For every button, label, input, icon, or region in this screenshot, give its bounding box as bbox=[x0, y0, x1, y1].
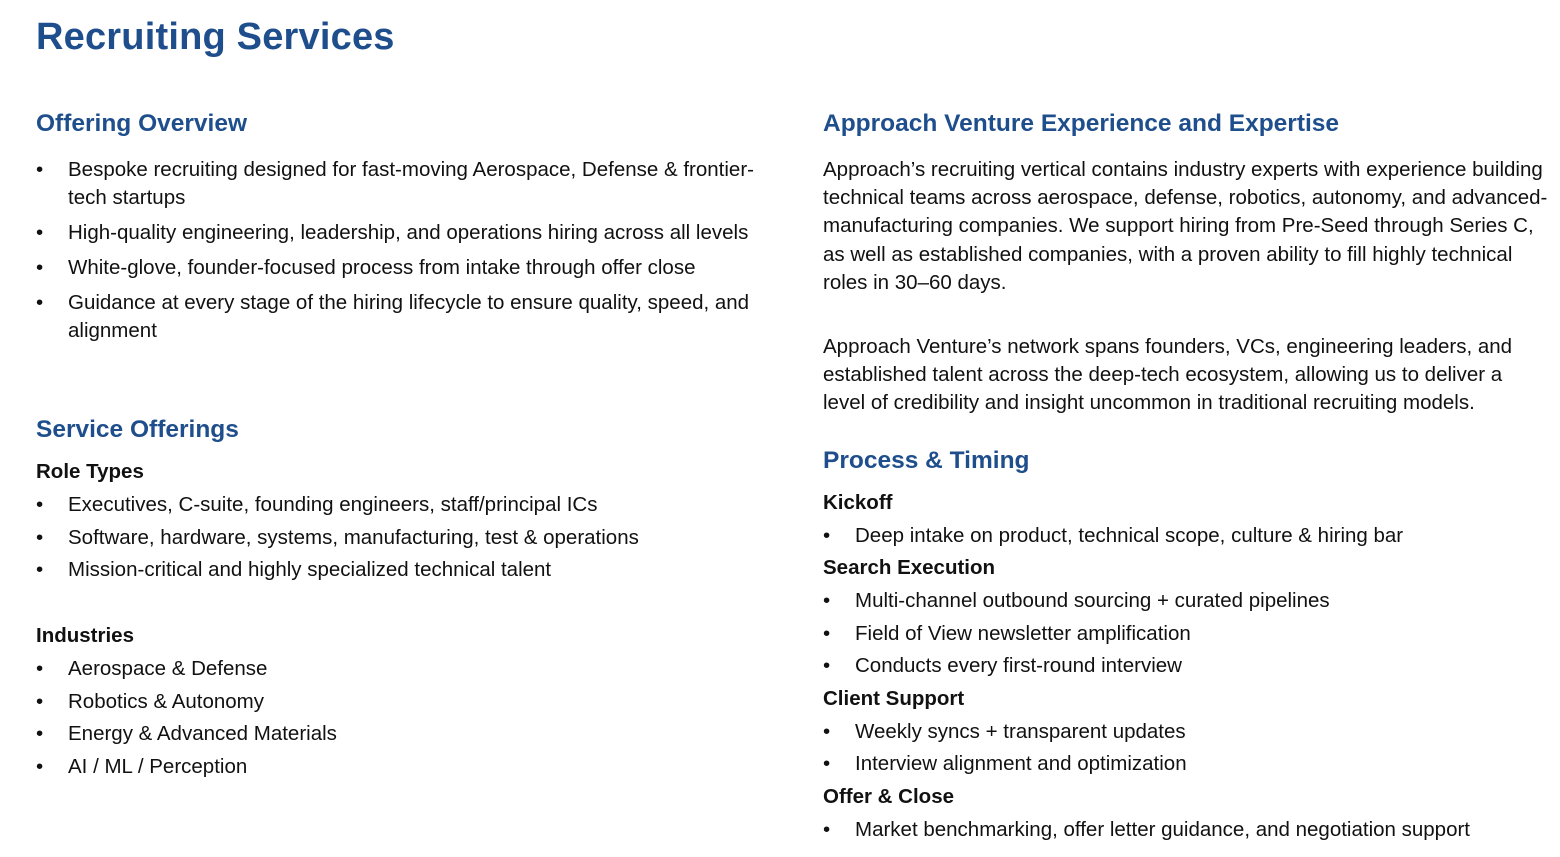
search-execution-list bbox=[823, 587, 1548, 680]
list-item: • Field of View newsletter amplification bbox=[823, 620, 1548, 648]
search-execution-heading: Search Execution bbox=[823, 556, 996, 580]
offer-close-heading: Offer & Close bbox=[823, 784, 954, 808]
list-item: • Robotics & Autonomy bbox=[36, 688, 766, 716]
list-item: • Conducts every first-round interview bbox=[823, 652, 1548, 680]
role-types-list bbox=[36, 491, 766, 584]
client-support-list bbox=[823, 718, 1548, 779]
list-item: • Interview alignment and optimization bbox=[823, 750, 1548, 778]
experience-paragraph-1: Approach’s recruiting vertical contains industry experts with experience building technical teams across aerospace, defense, robotics, autonomy, and advanced-manufacturing companies. We support hiring from Pre-Seed through Series C, as well as established companies, with a proven ability to fill highly technical roles in 30–60 days. bbox=[823, 158, 1548, 294]
experience-paragraph-2: Approach Venture’s network spans founders, VCs, engineering leaders, and established talent across the deep-tech ecosystem, allowing us to deliver a level of credibility and insight uncommon in traditional recruiting models. bbox=[823, 335, 1513, 415]
offer-close-list bbox=[823, 816, 1548, 844]
right-column bbox=[823, 108, 1548, 844]
kickoff-list bbox=[823, 522, 1548, 550]
list-item: • Software, hardware, systems, manufacturing, test & operations bbox=[36, 524, 766, 552]
list-item: • Mission-critical and highly specialized technical talent bbox=[36, 556, 766, 584]
list-item: • Market benchmarking, offer letter guidance, and negotiation support bbox=[823, 816, 1548, 844]
industries-list bbox=[36, 655, 766, 781]
list-item: • Guidance at every stage of the hiring lifecycle to ensure quality, speed, and alignment bbox=[36, 289, 766, 345]
offering-overview-heading: Offering Overview bbox=[36, 110, 248, 137]
list-item: • Bespoke recruiting designed for fast-moving Aerospace, Defense & frontier-tech startups bbox=[36, 156, 766, 212]
role-types-heading: Role Types bbox=[36, 460, 144, 483]
kickoff-heading: Kickoff bbox=[823, 490, 893, 514]
process-timing-heading: Process & Timing bbox=[823, 446, 1030, 474]
industries-heading: Industries bbox=[36, 624, 134, 647]
list-item: • Energy & Advanced Materials bbox=[36, 720, 766, 748]
list-item: • AI / ML / Perception bbox=[36, 753, 766, 781]
list-item: • High-quality engineering, leadership, and operations hiring across all levels bbox=[36, 219, 766, 247]
offering-overview-list bbox=[36, 156, 766, 345]
list-item: • Multi-channel outbound sourcing + curated pipelines bbox=[823, 587, 1548, 615]
list-item: • White-glove, founder-focused process from intake through offer close bbox=[36, 254, 766, 282]
service-offerings-heading: Service Offerings bbox=[36, 416, 239, 443]
list-item: • Weekly syncs + transparent updates bbox=[823, 718, 1548, 746]
list-item: • Executives, C-suite, founding engineers, staff/principal ICs bbox=[36, 491, 766, 519]
list-item: • Deep intake on product, technical scope, culture & hiring bar bbox=[823, 522, 1548, 550]
list-item: • Aerospace & Defense bbox=[36, 655, 766, 683]
page-title: Recruiting Services bbox=[36, 16, 395, 58]
client-support-heading: Client Support bbox=[823, 686, 965, 710]
experience-heading: Approach Venture Experience and Expertise bbox=[823, 110, 1340, 137]
left-column bbox=[36, 108, 766, 781]
